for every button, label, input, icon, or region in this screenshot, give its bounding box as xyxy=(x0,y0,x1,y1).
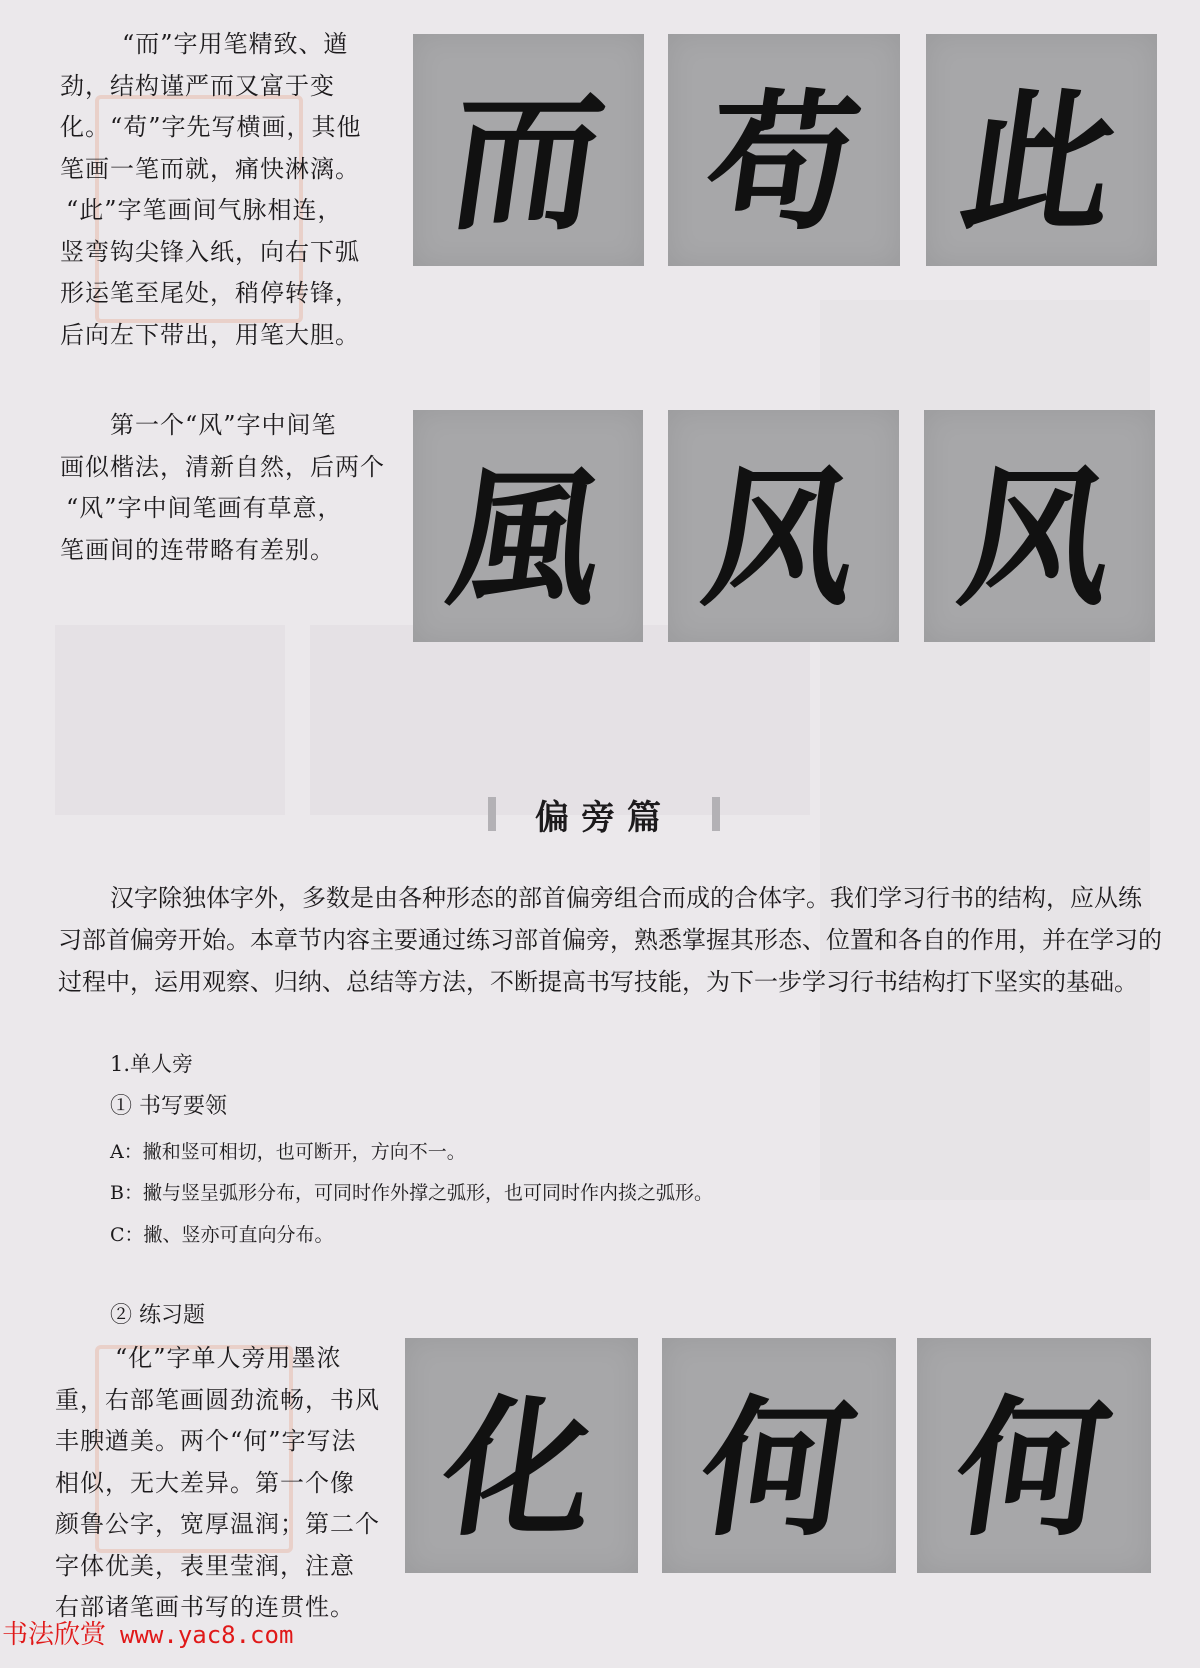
title-bar-left xyxy=(488,797,496,831)
intro-paragraph: 汉字除独体字外，多数是由各种形态的部首偏旁组合而成的合体字。我们学习行书的结构，应从练 习部首偏旁开始。本章节内容主要通过练习部首偏旁，熟悉掌握其形态、位置和各自的作用，并在学习的 过程中，运用观察、归纳、总结等方法，不断提高书写技能，为下一步学习行书结构打下坚实的基础。 xyxy=(58,884,1162,996)
practice-text: “化”字单人旁用墨浓 重，右部笔画圆劲流畅，书风 丰腴遒美。两个“何”字写法 相似，无大差异。第一个像 颜鲁公字，宽厚温润；第二个 字体优美，表里莹润，注意 右部诸笔画书写的连贯性。 xyxy=(55,1344,380,1621)
tip-b: B：撇与竖呈弧形分布，可同时作外撑之弧形，也可同时作内掞之弧形。 xyxy=(110,1182,713,1204)
calligraphy-image-feng-1: 風 xyxy=(413,410,643,642)
background-panel xyxy=(55,625,285,815)
calligraphy-image-hua: 化 xyxy=(405,1338,638,1573)
site-watermark xyxy=(2,1614,293,1651)
calligraphy-image-er: 而 xyxy=(413,34,644,266)
calligraphy-image-he-2: 何 xyxy=(917,1338,1151,1573)
calligraphy-image-ci: 此 xyxy=(926,34,1157,266)
calligraphy-image-feng-2: 风 xyxy=(668,410,899,642)
section2-text: 第一个“风”字中间笔 画似楷法，清新自然，后两个 “风”字中间笔画有草意， 笔画间的连带略有差别。 xyxy=(60,411,385,564)
tip-c: C：撇、竖亦可直向分布。 xyxy=(110,1224,334,1246)
calligraphy-image-gou: 苟 xyxy=(668,34,900,266)
section1-text: “而”字用笔精致、遒 劲，结构谨严而又富于变 化。“苟”字先写横画，其他 笔画一笔而就，痛快淋漓。 “此”字笔画间气脉相连， 竖弯钩尖锋入纸，向右下弧 形运笔至尾处，稍停转锋， 后向左下带出，用笔大胆。 xyxy=(60,30,362,349)
tips-heading: ① 书写要领 xyxy=(110,1094,227,1119)
chapter-title-text: 偏旁篇 xyxy=(535,797,673,838)
calligraphy-image-he-1: 何 xyxy=(662,1338,896,1573)
watermark-text: 书法欣赏 xyxy=(2,1620,107,1650)
practice-heading: ② 练习题 xyxy=(110,1303,205,1328)
tip-a: A：撇和竖可相切，也可断开，方向不一。 xyxy=(110,1141,466,1163)
watermark-url: www.yac8.com xyxy=(120,1621,294,1649)
chapter-title xyxy=(488,792,720,836)
background-panel xyxy=(310,625,810,815)
title-bar-right xyxy=(712,797,720,831)
calligraphy-image-feng-3: 风 xyxy=(924,410,1155,642)
lesson-heading: 1.单人旁 xyxy=(110,1052,194,1076)
